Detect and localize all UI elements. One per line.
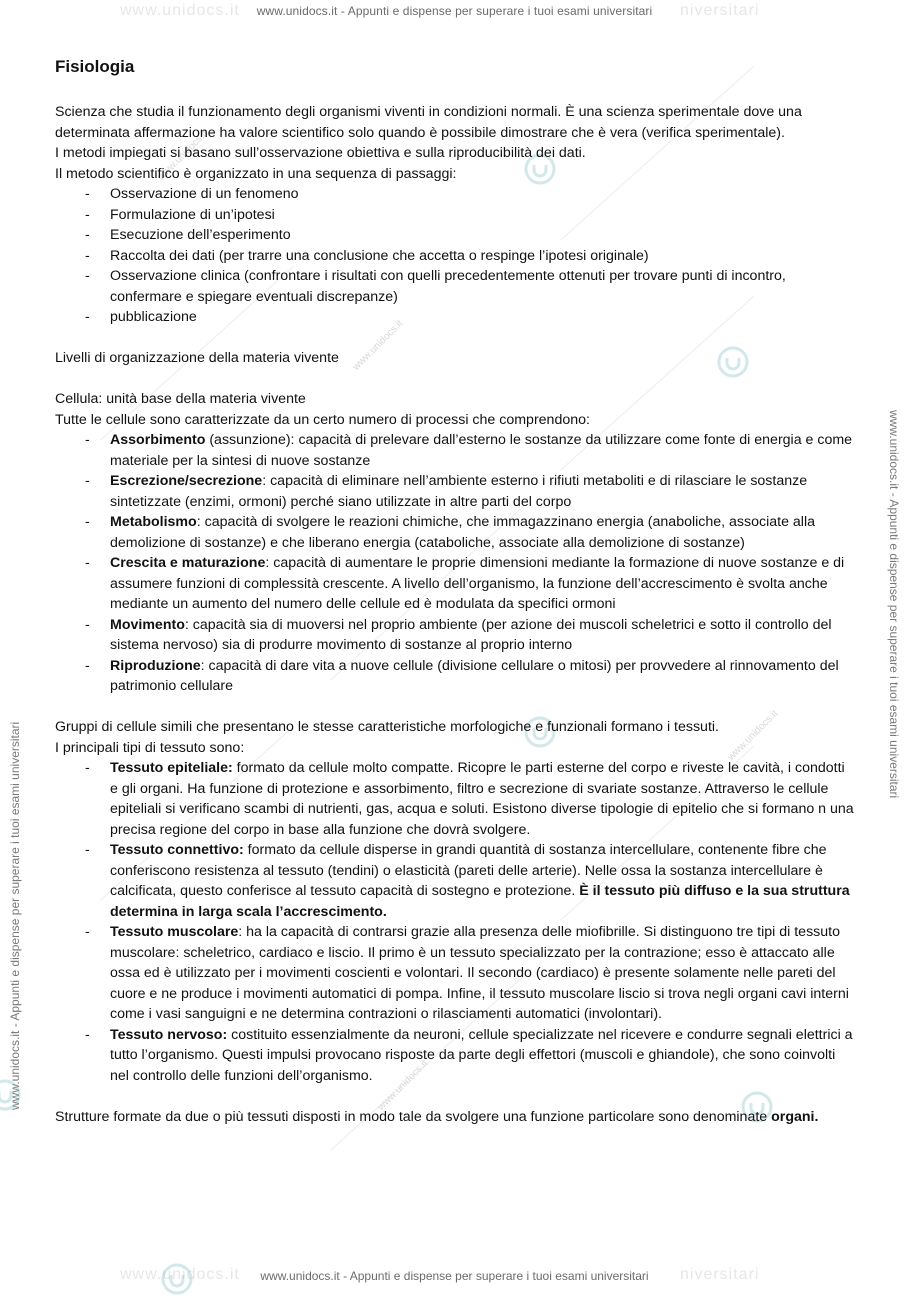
list-item	[55, 615, 855, 656]
intro-paragraph: I metodi impiegati si basano sull’osservazione obiettiva e sulla riproducibilità dei dati.	[55, 145, 586, 161]
watermark-diagonal-text: www.unidocs.it	[725, 708, 781, 763]
list-item	[55, 840, 855, 922]
watermark-side-left: www.unidocs.it - Appunti e dispense per superare i tuoi esami universitari	[8, 721, 22, 1110]
list-item-text: (assunzione): capacità di prelevare dall’esterno le sostanze da utilizzare come fonte di energia e come materiale per la sintesi di nuove sostanze	[110, 432, 853, 469]
watermark-diagonal-text: www.unidocs.it	[155, 128, 211, 183]
list-item	[55, 512, 855, 553]
list-item-text: formato da cellule molto compatte. Ricopre le parti esterne del corpo e riveste le cavità, i condotti e gli organi. Ha funzione di protezione e assorbimento, filtro e secrezione di svariate sostanze. Attraverso le cellule epiteliali si verificano scambi di nutrienti, gas, acqua e soluti. Esistono diverse tipologie di epitelio che si formano n una precisa regione del corpo in base alla funzione che dovrà svolgere.	[110, 760, 854, 838]
watermark-diagonal-text: www.unidocs.it	[350, 318, 406, 373]
unidocs-logo-icon	[0, 1078, 22, 1112]
list-item-term: Movimento	[110, 616, 185, 633]
list-item-term: Metabolismo	[110, 514, 197, 530]
list-item-term: Escrezione/secrezione	[110, 473, 263, 489]
list-item-text: : capacità di aumentare le proprie dimensioni mediante la formazione di nuove sostanze e di assumere funzioni di complessità crescente. A livello dell’organismo, la funzione dell’accrescimento è svolta anche mediante un aumento del numero delle cellule ed è modulata da specifici ormoni	[110, 555, 845, 612]
watermark-ghost-text: niversitari	[680, 1266, 760, 1283]
list-item	[55, 553, 855, 615]
list-item-term: Tessuto connettivo:	[110, 842, 244, 858]
list-item-text: formato da cellule disperse in grandi quantità di sostanza intercellulare, contenente fibre che conferiscono resistenza al tessuto (tendini) o elasticità (pareti delle arterie). Nelle ossa la sostanza intercellulare è calcificata, questo conferisce al tessuto capacità di sostegno e protezione.	[110, 842, 827, 899]
list-item: - Formulazione di un’ipotesi	[55, 205, 855, 226]
list-item-text: : capacità di eliminare nell’ambiente esterno i rifiuti metaboliti e di rilasciare le sostanze sintetizzate (enzimi, ormoni) perché siano utilizzate in altre parti del corpo	[110, 473, 808, 510]
list-item-term: Tessuto epiteliale:	[110, 760, 233, 776]
document-body	[55, 56, 855, 1127]
cell-definition: Cellula: unità base della materia vivente	[55, 391, 306, 407]
page-title: Fisiologia	[55, 57, 135, 76]
organs-text: Strutture formate da due o più tessuti disposti in modo tale da svolgere una funzione particolare sono denominate	[55, 1108, 772, 1125]
list-item-term: Riproduzione	[110, 657, 201, 674]
list-item	[55, 1025, 855, 1087]
list-item-text: : capacità di svolgere le reazioni chimiche, che immagazzinano energia (anaboliche, associate alla demolizione di sostanze) e che liberano energia (cataboliche, associate alla demolizione di sostanze)	[110, 514, 816, 551]
organs-paragraph	[55, 1107, 855, 1128]
list-item	[55, 922, 855, 1025]
list-item: - Raccolta dei dati (per trarre una conclusione che accetta o respinge l’ipotesi originale)	[55, 246, 855, 267]
tissues-intro: Gruppi di cellule simili che presentano le stesse caratteristiche morfologiche e funzionali formano i tessuti.	[55, 719, 719, 735]
list-item	[55, 471, 855, 512]
cell-processes-list	[55, 430, 855, 697]
list-item-text: : capacità sia di muoversi nel proprio ambiente (per azione dei muscoli scheletrici e sotto il controllo del sistema nervoso) sia di produrre movimento di sostanze al proprio interno	[110, 616, 832, 653]
tissue-types-list	[55, 758, 855, 1086]
unidocs-logo-icon	[160, 1262, 194, 1296]
list-item: - Esecuzione dell’esperimento	[55, 225, 855, 246]
list-item-term: Assorbimento	[110, 432, 206, 448]
list-item-term: Tessuto nervoso:	[110, 1026, 228, 1043]
watermark-footer: www.unidocs.it - Appunti e dispense per superare i tuoi esami universitari	[260, 1269, 649, 1283]
watermark-side-right: www.unidocs.it - Appunti e dispense per superare i tuoi esami universitari	[887, 410, 901, 799]
organs-term: organi.	[771, 1108, 819, 1125]
list-item-text: : capacità di dare vita a nuove cellule (divisione cellulare o mitosi) per provvedere al rinnovamento del patrimonio cellulare	[110, 657, 839, 694]
list-item	[55, 758, 855, 840]
list-item: - Osservazione di un fenomeno	[55, 184, 855, 205]
list-item-term: Crescita e maturazione	[110, 555, 266, 571]
list-item: - Osservazione clinica (confrontare i risultati con quelli precedentemente ottenuti per trovare punti di incontro, confermare e spiegare eventuali discrepanze)	[55, 266, 855, 307]
watermark-header: www.unidocs.it - Appunti e dispense per superare i tuoi esami universitari	[256, 4, 653, 18]
watermark-ghost-text: www.unidocs.it	[120, 1266, 240, 1283]
list-item-term: Tessuto muscolare	[110, 924, 239, 940]
tissues-intro: I principali tipi di tessuto sono:	[55, 739, 245, 756]
list-item: - pubblicazione	[55, 307, 855, 328]
section-heading: Livelli di organizzazione della materia vivente	[55, 350, 339, 366]
list-item	[55, 430, 855, 471]
watermark-ghost-text: www.unidocs.it	[120, 2, 240, 19]
list-item-bold-tail: È il tessuto più diffuso e la sua struttura determina in larga scala l’accrescimento.	[110, 883, 850, 920]
watermark-ghost-text: niversitari	[680, 2, 760, 19]
watermark-diagonal-text: www.unidocs.it	[375, 1058, 431, 1113]
intro-paragraph: Scienza che studia il funzionamento degli organismi viventi in condizioni normali. È una scienza sperimentale dove una determinata affermazione ha valore scientifico solo quando è possibile dimostrare che è vera (verifica sperimentale).	[55, 104, 802, 141]
list-item-text: : ha la capacità di contrarsi grazie alla presenza delle miofibrille. Si distinguono tre tipi di tessuto muscolare: scheletrico, cardiaco e liscio. Il primo è un tessuto specializzato per la contrazione; esso è attaccato alle ossa ed è utilizzato per i movimenti coscienti e volontari. Il secondo (cardiaco) è presente solamente nelle pareti del cuore e ne produce i movimenti automatici di pompa. Infine, il tessuto muscolare liscio si trova negli organi cavi interni come i vasi sanguigni e ne determina contrazioni o rilasciamenti automatici (involontari).	[110, 924, 849, 1022]
list-item-text: costituito essenzialmente da neuroni, cellule specializzate nel ricevere e condurre segnali elettrici a tutto l’organismo. Questi impulsi provocano risposte da parte degli effettori (muscoli e ghiandole), che sono coinvolti nel controllo delle funzioni dell’organismo.	[110, 1026, 853, 1084]
method-steps-list	[55, 184, 855, 328]
intro-paragraph: Il metodo scientifico è organizzato in una sequenza di passaggi:	[55, 165, 457, 182]
cell-intro: Tutte le cellule sono caratterizzate da un certo numero di processi che comprendono:	[55, 411, 590, 428]
list-item	[55, 656, 855, 697]
